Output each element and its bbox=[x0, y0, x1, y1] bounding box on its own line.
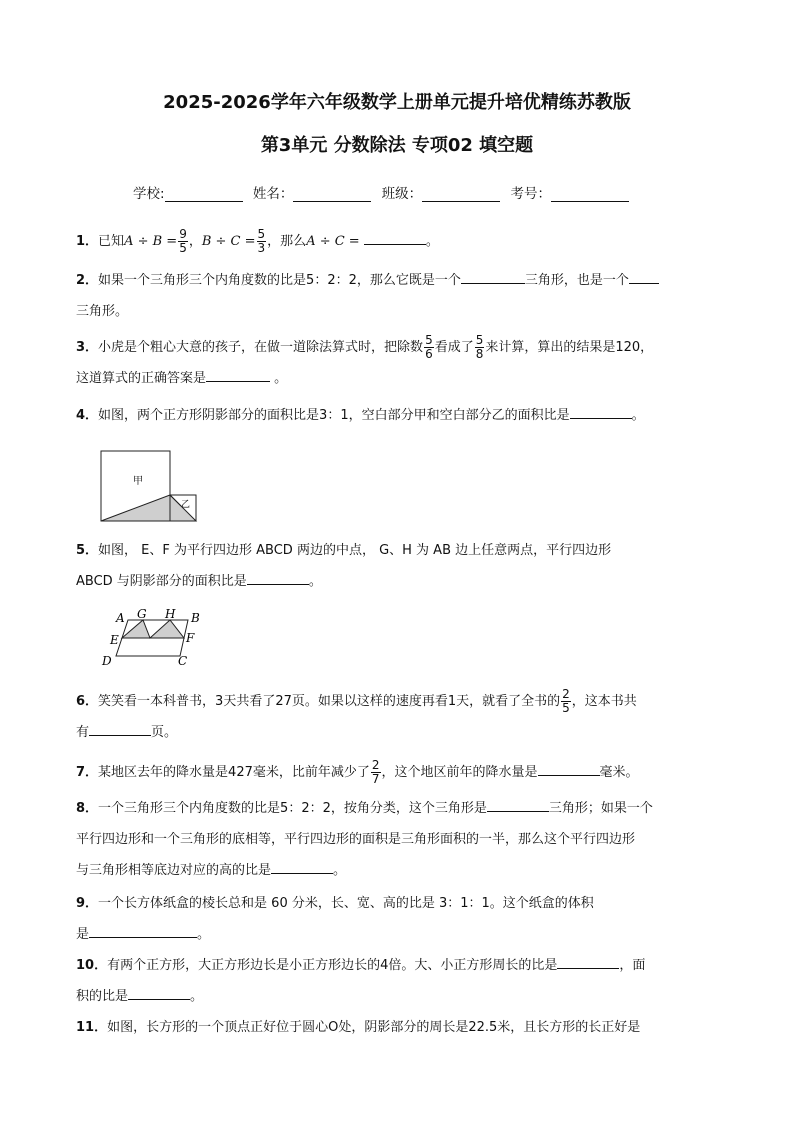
label-a: A bbox=[116, 611, 125, 625]
shaded-triangle-large bbox=[101, 495, 170, 521]
question-4 bbox=[76, 400, 720, 431]
question-number: 2． bbox=[76, 273, 99, 288]
q6-text-d: 页。 bbox=[151, 725, 178, 740]
q8-text-d: 与三角形相等底边对应的高的比是 bbox=[76, 863, 272, 878]
question-11 bbox=[76, 1012, 720, 1043]
answer-blank[interactable] bbox=[461, 269, 525, 284]
answer-blank[interactable] bbox=[629, 269, 659, 284]
school-label: 学校: bbox=[133, 186, 165, 202]
denominator: 3 bbox=[257, 241, 266, 255]
question-number: 3． bbox=[76, 340, 99, 355]
label-g: G bbox=[137, 607, 147, 621]
q10-text-c: 积的比是 bbox=[76, 989, 129, 1004]
numerator: 5 bbox=[425, 333, 433, 347]
exam-no-blank[interactable] bbox=[551, 187, 629, 202]
q11-text-a: 如图，长方形的一个顶点正好位于圆心O处，阴影部分的周长是22.5米，且长方形的长正好是 bbox=[107, 1020, 641, 1035]
q8-text-e: 。 bbox=[333, 863, 347, 878]
question-8 bbox=[76, 793, 720, 886]
q5-text-b: ABCD 与阴影部分的面积比是 bbox=[76, 574, 247, 589]
label-f: F bbox=[186, 631, 195, 645]
q1-text-a: 已知 bbox=[98, 234, 125, 249]
q7-text-a: 某地区去年的降水量是427毫米，比前年减少了 bbox=[98, 765, 370, 780]
q7-text-b: ，这个地区前年的降水量是 bbox=[381, 765, 538, 780]
q1-fraction-2 bbox=[257, 228, 267, 255]
q4-text-b: 。 bbox=[631, 408, 645, 423]
q6-text-a: 笑笑看一本科普书，3天共看了27页。如果以这样的速度再看1天，就看了全书的 bbox=[98, 694, 561, 709]
denominator: 5 bbox=[562, 701, 570, 715]
denominator: 7 bbox=[371, 772, 380, 786]
q4-text-a: 如图，两个正方形阴影部分的面积比是3：1，空白部分甲和空白部分乙的面积比是 bbox=[98, 408, 570, 423]
answer-blank[interactable] bbox=[128, 985, 190, 1000]
label-d: D bbox=[102, 654, 112, 668]
denominator: 6 bbox=[425, 347, 433, 361]
answer-blank[interactable] bbox=[364, 230, 426, 245]
question-number: 6． bbox=[76, 694, 99, 709]
q1-expr-bc: B ÷ C = bbox=[201, 234, 256, 249]
q8-text-a: 一个三角形三个内角度数的比是5：2：2，按角分类，这个三角形是 bbox=[98, 801, 487, 816]
q7-text-c: 毫米。 bbox=[599, 765, 639, 780]
q3-text-b: 看成了 bbox=[434, 340, 474, 355]
student-info-row bbox=[133, 182, 635, 202]
question-2 bbox=[76, 265, 720, 327]
denominator: 8 bbox=[475, 347, 484, 361]
q6-text-b: ，这本书共 bbox=[571, 694, 637, 709]
class-label: 班级： bbox=[381, 186, 423, 202]
q3-text-c: 来计算，算出的结果是120， bbox=[485, 340, 654, 355]
numerator: 5 bbox=[475, 333, 484, 347]
answer-blank[interactable] bbox=[538, 761, 600, 776]
q3-fraction-1 bbox=[424, 334, 434, 361]
q1-fraction-1 bbox=[178, 228, 188, 255]
numerator: 5 bbox=[257, 227, 266, 241]
q9-text-c: 。 bbox=[197, 927, 211, 942]
answer-blank[interactable] bbox=[570, 404, 632, 419]
document-subtitle: 第3单元 分数除法 专项02 填空题 bbox=[260, 135, 534, 156]
question-number: 10． bbox=[76, 958, 108, 973]
q3-text-a: 小虎是个粗心大意的孩子，在做一道除法算式时，把除数 bbox=[98, 340, 424, 355]
q5-text-c: 。 bbox=[308, 574, 322, 589]
q9-text-a: 一个长方体纸盒的棱长总和是 60 分米，长、宽、高的比是 3：1：1。这个纸盒的体积 bbox=[98, 896, 594, 911]
q3-text-e: 。 bbox=[274, 371, 288, 386]
question-number: 8． bbox=[76, 801, 99, 816]
question-9 bbox=[76, 888, 720, 950]
numerator: 2 bbox=[562, 687, 570, 701]
document-title: 2025-2026学年六年级数学上册单元提升培优精练苏教版 bbox=[163, 92, 631, 113]
answer-blank[interactable] bbox=[89, 923, 197, 938]
q1-expr-ac: A ÷ C = bbox=[306, 234, 360, 249]
question-number: 1． bbox=[76, 234, 99, 249]
q2-text-b: 三角形，也是一个 bbox=[524, 273, 629, 288]
name-blank[interactable] bbox=[293, 187, 371, 202]
q7-fraction bbox=[371, 759, 381, 786]
question-number: 9． bbox=[76, 896, 99, 911]
q8-text-c: 平行四边形和一个三角形的底相等，平行四边形的面积是三角形面积的一半，那么这个平行四边形 bbox=[76, 832, 636, 847]
question-6 bbox=[76, 686, 720, 748]
q10-text-d: 。 bbox=[190, 989, 204, 1004]
question-7 bbox=[76, 757, 720, 788]
q9-text-b: 是 bbox=[76, 927, 90, 942]
q6-fraction bbox=[561, 688, 571, 715]
q3-text-d: 这道算式的正确答案是 bbox=[76, 371, 207, 386]
question-10 bbox=[76, 950, 720, 1012]
label-e: E bbox=[110, 633, 119, 647]
q6-text-c: 有 bbox=[76, 725, 90, 740]
denominator: 5 bbox=[179, 241, 187, 255]
q10-text-b: ，面 bbox=[619, 958, 646, 973]
label-b: B bbox=[191, 611, 200, 625]
q8-text-b: 三角形；如果一个 bbox=[548, 801, 653, 816]
answer-blank[interactable] bbox=[206, 367, 270, 382]
q10-text-a: 有两个正方形，大正方形边长是小正方形边长的4倍。大、小正方形周长的比是 bbox=[107, 958, 558, 973]
question-1 bbox=[76, 226, 720, 257]
q2-text-a: 如果一个三角形三个内角度数的比是5：2：2，那么它既是一个 bbox=[98, 273, 461, 288]
q2-text-c: 三角形。 bbox=[76, 304, 129, 319]
answer-blank[interactable] bbox=[89, 721, 151, 736]
q5-text-a: 如图， E、F 为平行四边形 ABCD 两边的中点， G、H 为 AB 边上任意两点，平行四边形 bbox=[98, 543, 612, 558]
question-number: 4． bbox=[76, 408, 99, 423]
answer-blank[interactable] bbox=[247, 570, 309, 585]
question-number: 7． bbox=[76, 765, 99, 780]
label-c: C bbox=[178, 654, 188, 668]
label-h: H bbox=[165, 607, 176, 621]
answer-blank[interactable] bbox=[557, 954, 619, 969]
q5-parallelogram-figure bbox=[100, 604, 210, 670]
question-3 bbox=[76, 332, 720, 394]
school-blank[interactable] bbox=[165, 187, 243, 202]
answer-blank[interactable] bbox=[487, 797, 549, 812]
question-number: 5． bbox=[76, 543, 99, 558]
numerator: 9 bbox=[179, 227, 187, 241]
q1-expr-ab: A ÷ B = bbox=[124, 234, 178, 249]
class-blank[interactable] bbox=[422, 187, 500, 202]
q1-text-g: 。 bbox=[425, 234, 439, 249]
q1-text-c: ， bbox=[188, 234, 202, 249]
q1-text-e: ，那么 bbox=[267, 234, 307, 249]
question-number: 11． bbox=[76, 1020, 108, 1035]
question-5 bbox=[76, 535, 720, 597]
numerator: 2 bbox=[371, 758, 380, 772]
q3-fraction-2 bbox=[475, 334, 485, 361]
name-label: 姓名： bbox=[252, 186, 294, 202]
answer-blank[interactable] bbox=[271, 859, 333, 874]
shaded-region bbox=[122, 620, 184, 638]
exam-no-label: 考号： bbox=[510, 186, 551, 202]
label-yi: 乙 bbox=[181, 500, 191, 510]
label-jia: 甲 bbox=[133, 476, 143, 487]
q4-squares-figure bbox=[100, 450, 200, 524]
